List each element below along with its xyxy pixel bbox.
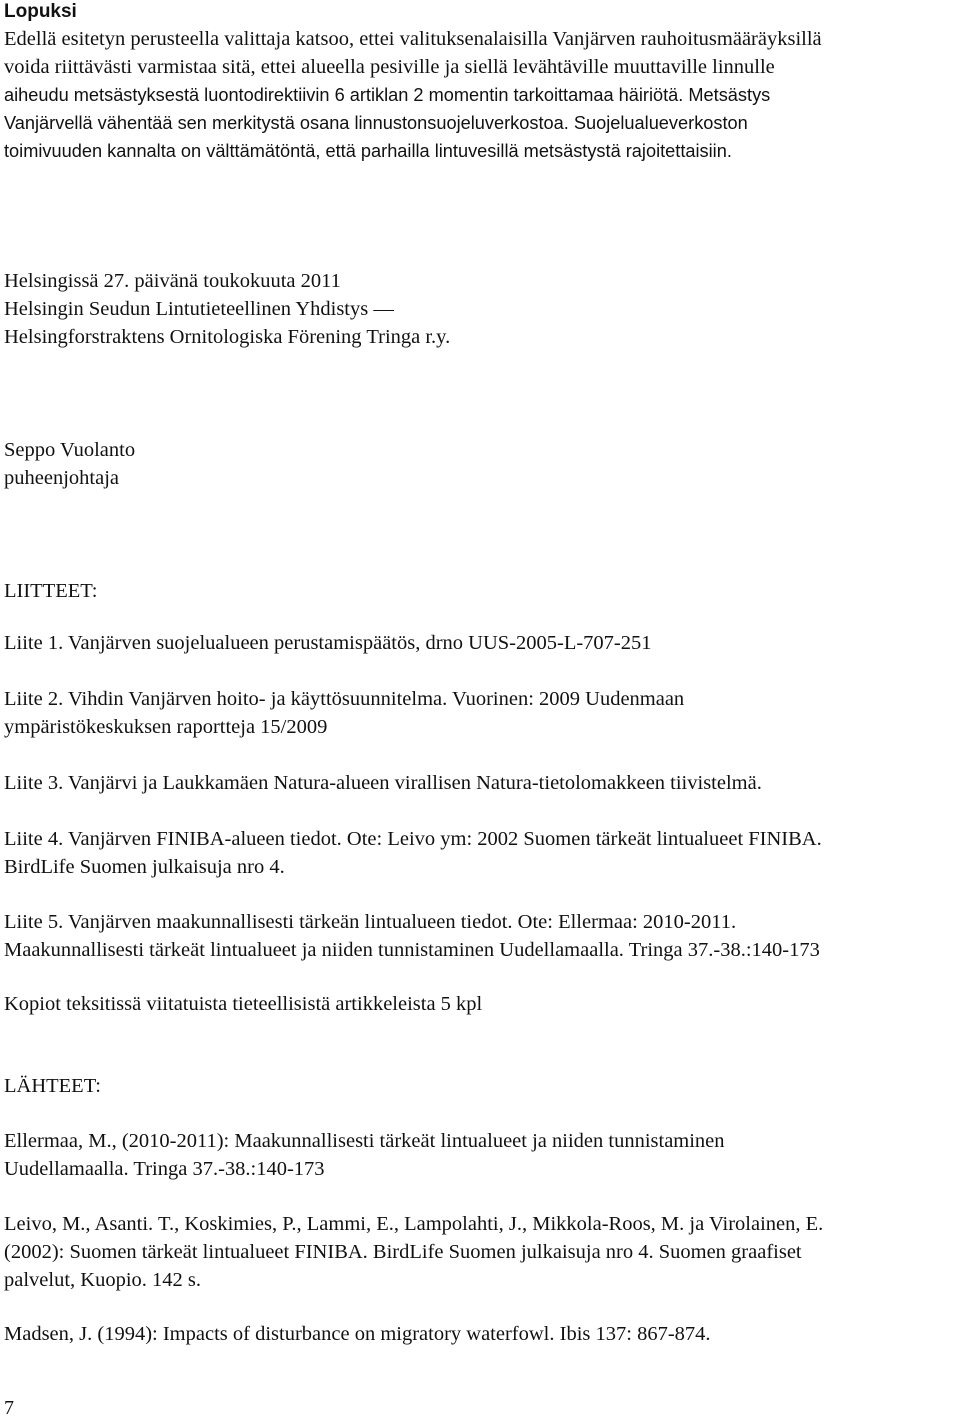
attachment-line: Liite 5. Vanjärven maakunnallisesti tärkeän lintualueen tiedot. Ote: Ellermaa: 2010-2011.	[4, 911, 737, 933]
reference-line: Madsen, J. (1994): Impacts of disturbance on migratory waterfowl. Ibis 137: 867-874.	[4, 1323, 711, 1345]
section-heading: Lopuksi	[4, 1, 77, 22]
reference-line: Leivo, M., Asanti. T., Koskimies, P., Lammi, E., Lampolahti, J., Mikkola-Roos, M. ja Virolainen, E.	[4, 1213, 824, 1235]
paragraph-line: aiheudu metsästyksestä luontodirektiivin 6 artiklan 2 momentin tarkoittamaa häiriötä. Metsästys	[4, 85, 771, 105]
signatory-role: puheenjohtaja	[4, 467, 119, 489]
signature-block	[4, 267, 954, 351]
reference-item	[4, 1320, 954, 1348]
organization-name-sv: Helsingforstraktens Ornitologiska Förening Tringa r.y.	[4, 326, 451, 348]
attachment-item	[4, 685, 954, 741]
reference-line: palvelut, Kuopio. 142 s.	[4, 1269, 202, 1291]
place-date: Helsingissä 27. päivänä toukokuuta 2011	[4, 270, 341, 292]
signatory-block	[4, 436, 954, 492]
attachment-line: Liite 4. Vanjärven FINIBA-alueen tiedot. Ote: Leivo ym: 2002 Suomen tärkeät lintualueet FINIBA.	[4, 828, 822, 850]
attachment-line: Liite 2. Vihdin Vanjärven hoito- ja käyttösuunnitelma. Vuorinen: 2009 Uudenmaan	[4, 688, 685, 710]
signatory-name: Seppo Vuolanto	[4, 439, 136, 461]
page-number: 7	[4, 1397, 14, 1419]
paragraph-line: voida riittävästi varmistaa sitä, ettei alueella pesiville ja siellä levähtäville muuttaville linnulle	[4, 56, 775, 78]
attachment-line: Maakunnallisesti tärkeät lintualueet ja niiden tunnistaminen Uudellamaalla. Tringa 37.-38.:140-173	[4, 939, 820, 961]
paragraph-line: toimivuuden kannalta on välttämätöntä, että parhailla lintuvesillä metsästystä rajoitettaisiin.	[4, 141, 732, 161]
organization-name-fi: Helsingin Seudun Lintutieteellinen Yhdistys —	[4, 298, 394, 320]
attachments-title	[4, 577, 954, 605]
reference-item	[4, 1127, 954, 1183]
reference-line: (2002): Suomen tärkeät lintualueet FINIBA. BirdLife Suomen julkaisuja nro 4. Suomen graafiset	[4, 1241, 802, 1263]
attachment-line: BirdLife Suomen julkaisuja nro 4.	[4, 856, 285, 878]
copies-note	[4, 990, 954, 1018]
paragraph-line: Edellä esitetyn perusteella valittaja katsoo, ettei valituksenalaisilla Vanjärven rauhoitusmääräyksillä	[4, 28, 822, 50]
attachment-item	[4, 629, 954, 657]
attachment-line: ympäristökeskuksen raportteja 15/2009	[4, 716, 328, 738]
references-title-text: LÄHTEET:	[4, 1075, 101, 1097]
paragraph-line: Vanjärvellä vähentää sen merkitystä osana linnustonsuojeluverkostoa. Suojelualueverkoston	[4, 113, 748, 133]
conclusion-paragraph	[4, 25, 954, 165]
copies-note-text: Kopiot teksitissä viitatuista tieteellisistä artikkeleista 5 kpl	[4, 993, 483, 1015]
attachment-item	[4, 908, 954, 964]
references-title	[4, 1072, 954, 1100]
attachments-title-text: LIITTEET:	[4, 580, 98, 602]
attachment-line: Liite 1. Vanjärven suojelualueen perustamispäätös, drno UUS-2005-L-707-251	[4, 632, 652, 654]
attachment-line: Liite 3. Vanjärvi ja Laukkamäen Natura-alueen virallisen Natura-tietolomakkeen tiivistelmä.	[4, 772, 762, 794]
reference-line: Ellermaa, M., (2010-2011): Maakunnallisesti tärkeät lintualueet ja niiden tunnistaminen	[4, 1130, 725, 1152]
reference-item	[4, 1210, 954, 1294]
attachment-item	[4, 769, 954, 797]
attachment-item	[4, 825, 954, 881]
reference-line: Uudellamaalla. Tringa 37.-38.:140-173	[4, 1158, 325, 1180]
